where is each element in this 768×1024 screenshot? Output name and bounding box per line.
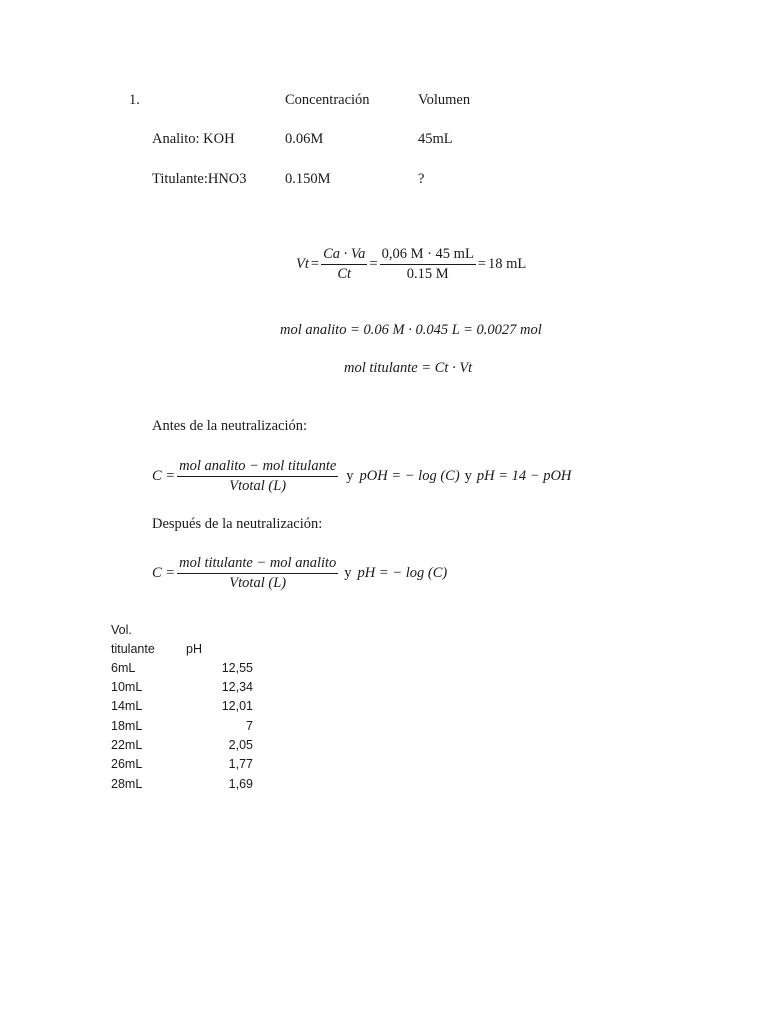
before-fraction-numerator: mol analito − mol titulante bbox=[177, 458, 338, 477]
table-row bbox=[111, 719, 253, 739]
table-row bbox=[111, 757, 253, 777]
eq-vt-frac1-denominator: Ct bbox=[337, 265, 352, 282]
equation-vt: Vt = $\frac{Ca \cdot Va}{Ct}$ = $\frac{0,06 M \cdot 45 mL}{0.15 M}$ = 18 mL bbox=[296, 245, 527, 282]
table-cell-volume: 18mL bbox=[111, 719, 143, 733]
eq-vt-frac1-numerator: Ca · Va bbox=[321, 246, 367, 265]
table-row bbox=[111, 738, 253, 758]
table-cell-volume: 22mL bbox=[111, 738, 143, 752]
equation-mol-analito: mol analito = 0.06 M · 0.045 L = 0.0027 mol bbox=[280, 322, 542, 338]
table-cell-volume: 28mL bbox=[111, 777, 143, 791]
header-concentration: Concentración bbox=[285, 92, 370, 108]
analito-volume: 45mL bbox=[418, 131, 453, 147]
eq-vt-frac2-denominator: 0.15 M bbox=[406, 265, 449, 282]
before-poh: pOH = − log (C) bbox=[359, 467, 460, 484]
before-ph: pH = 14 − pOH bbox=[476, 467, 572, 484]
before-c-lhs: C = bbox=[152, 467, 176, 484]
table-cell-volume: 6mL bbox=[111, 661, 136, 675]
table-header-vol: Vol. bbox=[111, 623, 132, 637]
item-number: 1. bbox=[129, 92, 140, 108]
eq-vt-fraction-1 bbox=[321, 246, 367, 283]
titulante-concentration: 0.150M bbox=[285, 171, 331, 187]
table-cell-ph: 2,05 bbox=[228, 738, 253, 752]
after-heading: Después de la neutralización: bbox=[152, 516, 323, 532]
after-y: y bbox=[344, 564, 352, 581]
before-y-2: y bbox=[464, 467, 472, 484]
analito-label: Analito: KOH bbox=[152, 131, 235, 147]
before-fraction-denominator: Vtotal (L) bbox=[229, 477, 287, 494]
before-y-1: y bbox=[346, 467, 354, 484]
table-row bbox=[111, 777, 253, 797]
table-cell-ph: 7 bbox=[246, 719, 253, 733]
eq-vt-fraction-2 bbox=[380, 246, 476, 283]
after-fraction-numerator: mol titulante − mol analito bbox=[177, 555, 338, 574]
after-fraction-denominator: Vtotal (L) bbox=[229, 574, 287, 591]
table-cell-ph: 1,69 bbox=[228, 777, 253, 791]
table-cell-ph: 1,77 bbox=[228, 757, 253, 771]
header-volume: Volumen bbox=[418, 92, 471, 108]
before-heading: Antes de la neutralización: bbox=[152, 418, 308, 434]
table-cell-volume: 10mL bbox=[111, 680, 143, 694]
after-ph: pH = − log (C) bbox=[357, 564, 448, 581]
table-cell-ph: 12,55 bbox=[221, 661, 253, 675]
eq-vt-lhs: Vt bbox=[296, 255, 309, 272]
eq-vt-result: 18 mL bbox=[487, 255, 527, 272]
titulante-volume: ? bbox=[418, 171, 425, 187]
table-cell-ph: 12,01 bbox=[221, 699, 253, 713]
table-cell-ph: 12,34 bbox=[221, 680, 253, 694]
eq-vt-frac2-numerator: 0,06 M · 45 mL bbox=[380, 246, 476, 265]
table-row bbox=[111, 699, 253, 719]
equation-mol-titulante: mol titulante = Ct · Vt bbox=[344, 360, 473, 376]
table-row bbox=[111, 661, 253, 681]
table-cell-volume: 14mL bbox=[111, 699, 143, 713]
after-fraction bbox=[177, 555, 338, 592]
equation-before bbox=[152, 456, 571, 496]
titulante-label: Titulante:HNO3 bbox=[152, 171, 247, 187]
equation-after bbox=[152, 553, 447, 593]
table-cell-volume: 26mL bbox=[111, 757, 143, 771]
after-c-lhs: C = bbox=[152, 564, 176, 581]
table-row bbox=[111, 680, 253, 700]
table-header-ph: pH bbox=[186, 642, 202, 656]
table-header-titulante: titulante bbox=[111, 642, 155, 656]
before-fraction bbox=[177, 458, 338, 495]
analito-concentration: 0.06M bbox=[285, 131, 324, 147]
